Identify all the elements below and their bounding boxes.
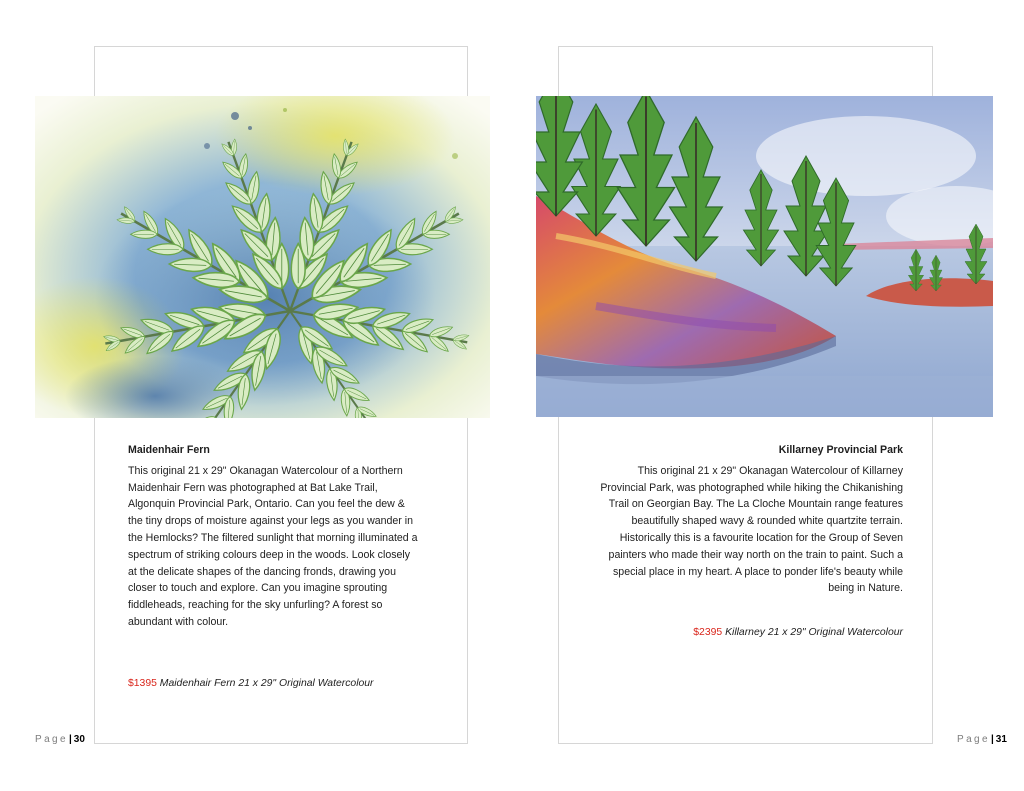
killarney-park-painting <box>536 96 993 417</box>
artwork-description: This original 21 x 29" Okanagan Watercolour of Killarney Provincial Park, was photographed while hiking the Chikanishing Trail on Georgian Bay. The La Cloche Mountain range features beautifully shaped wavy & rounded white quartzite terrain. Historically this is a favourite location for the Group of Seven painters who made their way north on the train to paint. Such a special place in my heart. A place to ponder life's beauty while being in Nature. <box>600 464 903 595</box>
right-page-text <box>596 442 903 597</box>
left-page-text <box>128 442 418 631</box>
artwork-caption: Maidenhair Fern 21 x 29" Original Watercolour <box>159 678 374 689</box>
page-number: 31 <box>995 734 1007 745</box>
artwork-price: $1395 <box>128 678 157 689</box>
artwork-description: This original 21 x 29" Okanagan Watercolour of a Northern Maidenhair Fern was photographed at Bat Lake Trail, Algonquin Provincial Park, Ontario. Can you feel the dew & the tiny drops of moisture against your legs as you wander in the Hemlocks? The filtered sunlight that morning illuminated a spectrum of striking colours deep in the woods. Look closely at the delicate shapes of the dancing fronds, drawing you closer to touch and explore. Can you imagine sprouting fiddleheads, reaching for the sky unfurling? A forest so abundant with colour. <box>128 464 418 628</box>
maidenhair-fern-painting <box>35 96 490 418</box>
page-number-left: Page| 30 <box>35 734 85 745</box>
right-price-line <box>693 627 903 638</box>
page-label: Page <box>957 734 990 745</box>
page-number-right: Page| 31 <box>957 734 1007 745</box>
artwork-caption: Killarney 21 x 29" Original Watercolour <box>725 627 903 638</box>
artwork-title: Killarney Provincial Park <box>778 444 903 456</box>
artwork-price: $2395 <box>693 627 723 638</box>
page-number: 30 <box>73 734 85 745</box>
artwork-title: Maidenhair Fern <box>128 444 210 456</box>
page-label: Page <box>35 734 68 745</box>
left-price-line <box>128 678 374 689</box>
